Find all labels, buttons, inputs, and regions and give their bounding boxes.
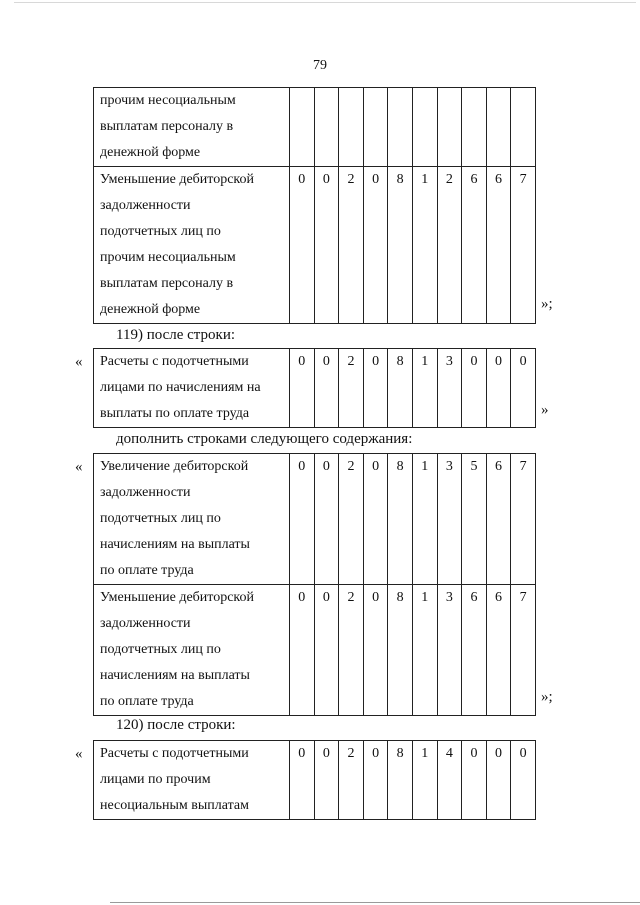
code-digit-cell: 0 [511,349,536,428]
code-digit-cell: 2 [339,585,364,716]
table-row [94,454,536,585]
code-digit-cell: 8 [388,585,413,716]
code-table-4 [93,740,536,820]
code-digit-cell: 0 [486,741,511,820]
code-digit-cell: 3 [437,585,462,716]
description-line: денежной форме [100,302,201,317]
description-line: прочим несоциальным [100,250,236,265]
code-digit-cell: 1 [412,585,437,716]
opening-quote-4: « [75,746,83,762]
description-line: по оплате труда [100,563,194,578]
code-digit-cell: 7 [511,454,536,585]
code-digit-cell: 6 [486,167,511,324]
code-digit-cell [511,88,536,167]
description-line: подотчетных лиц по [100,642,221,657]
description-line: Увеличение дебиторской [100,459,249,474]
row-description [94,454,290,585]
row-description [94,585,290,716]
description-line: начислениям на выплаты [100,537,250,552]
code-digit-cell: 0 [314,585,339,716]
code-digit-cell: 0 [290,585,315,716]
description-line: выплатам персоналу в [100,119,234,134]
code-digit-cell: 3 [437,454,462,585]
paragraph-120: 120) после строки: [116,717,236,733]
code-digit-cell [363,88,388,167]
code-digit-cell: 0 [314,167,339,324]
description-line: подотчетных лиц по [100,224,221,239]
code-table-3 [93,453,536,716]
code-digit-cell: 2 [339,167,364,324]
closing-quote-1: »; [541,296,553,312]
code-digit-cell [290,88,315,167]
code-digit-cell: 6 [462,167,487,324]
code-digit-cell: 1 [412,454,437,585]
table-row [94,88,536,167]
code-digit-cell: 2 [437,167,462,324]
code-digit-cell: 0 [462,741,487,820]
code-digit-cell: 2 [339,349,364,428]
code-digit-cell: 8 [388,167,413,324]
description-line: несоциальным выплатам [100,798,249,813]
code-digit-cell: 2 [339,454,364,585]
code-digit-cell: 8 [388,349,413,428]
code-digit-cell: 2 [339,741,364,820]
code-digit-cell: 4 [437,741,462,820]
description-line: Уменьшение дебиторской [100,590,255,605]
description-line: выплаты по оплате труда [100,406,250,421]
table-row [94,741,536,820]
closing-quote-2: » [541,402,549,418]
description-line: прочим несоциальным [100,93,236,108]
description-line: Расчеты с подотчетными [100,354,249,369]
code-digit-cell: 6 [462,585,487,716]
description-line: Уменьшение дебиторской [100,172,255,187]
code-digit-cell: 0 [314,454,339,585]
code-digit-cell: 0 [314,741,339,820]
page-top-edge [14,2,636,3]
description-line: начислениям на выплаты [100,668,250,683]
description-line: по оплате труда [100,694,194,709]
code-digit-cell: 0 [462,349,487,428]
code-digit-cell: 8 [388,741,413,820]
code-digit-cell: 5 [462,454,487,585]
code-digit-cell [437,88,462,167]
code-digit-cell [412,88,437,167]
description-line: подотчетных лиц по [100,511,221,526]
description-line: лицами по прочим [100,772,211,787]
row-description [94,167,290,324]
code-digit-cell [388,88,413,167]
description-line: задолженности [100,198,191,213]
table-row [94,167,536,324]
code-digit-cell: 0 [363,585,388,716]
code-digit-cell: 1 [412,741,437,820]
code-digit-cell: 7 [511,167,536,324]
description-line: Расчеты с подотчетными [100,746,249,761]
code-digit-cell: 0 [363,349,388,428]
code-digit-cell: 0 [290,167,315,324]
code-digit-cell: 1 [412,167,437,324]
code-digit-cell [462,88,487,167]
description-line: лицами по начислениям на [100,380,261,395]
code-digit-cell: 0 [290,454,315,585]
code-digit-cell [486,88,511,167]
page-bottom-edge [110,902,640,903]
opening-quote-3: « [75,459,83,475]
code-digit-cell [314,88,339,167]
closing-quote-3: »; [541,689,553,705]
code-table-1 [93,87,536,324]
row-description [94,349,290,428]
description-line: денежной форме [100,145,201,160]
paragraph-add-rows: дополнить строками следующего содержания: [116,431,413,447]
table-row [94,349,536,428]
code-table-2 [93,348,536,428]
table-row [94,585,536,716]
description-line: задолженности [100,616,191,631]
row-description [94,88,290,167]
code-digit-cell: 1 [412,349,437,428]
code-digit-cell: 0 [486,349,511,428]
code-digit-cell: 0 [363,741,388,820]
code-digit-cell: 0 [314,349,339,428]
description-line: выплатам персоналу в [100,276,234,291]
description-line: задолженности [100,485,191,500]
code-digit-cell: 7 [511,585,536,716]
code-digit-cell: 3 [437,349,462,428]
code-digit-cell [339,88,364,167]
code-digit-cell: 6 [486,585,511,716]
code-digit-cell: 8 [388,454,413,585]
row-description [94,741,290,820]
code-digit-cell: 6 [486,454,511,585]
opening-quote-2: « [75,354,83,370]
page-number: 79 [313,58,327,73]
code-digit-cell: 0 [511,741,536,820]
code-digit-cell: 0 [290,741,315,820]
paragraph-119: 119) после строки: [116,327,236,343]
code-digit-cell: 0 [363,167,388,324]
code-digit-cell: 0 [363,454,388,585]
code-digit-cell: 0 [290,349,315,428]
